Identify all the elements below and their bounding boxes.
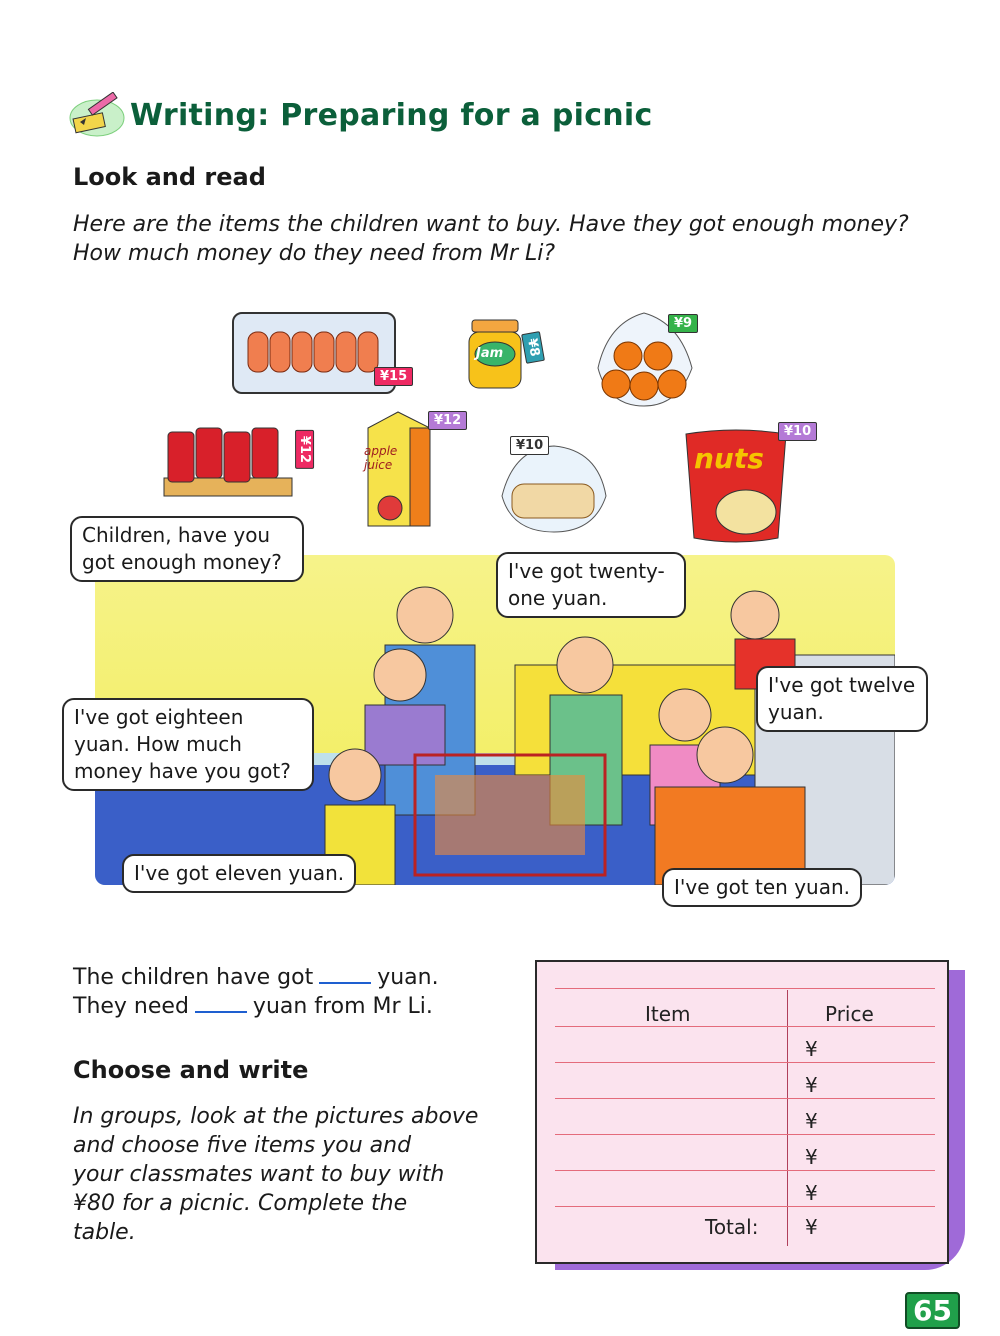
- price-yen-4: ¥: [805, 1145, 818, 1169]
- choose-line: and choose five items you and: [73, 1133, 412, 1158]
- table-rule: [555, 1170, 935, 1171]
- oranges-price-tag: ¥9: [668, 314, 698, 333]
- table-rule: [555, 1206, 935, 1207]
- choose-line: table.: [73, 1220, 136, 1245]
- speech-bubble-boy-green: I've got twenty-one yuan.: [496, 552, 686, 618]
- shopping-table: [535, 960, 949, 1264]
- speech-bubble-girl-pink: I've got twelve yuan.: [756, 666, 928, 732]
- price-yen-3: ¥: [805, 1109, 818, 1133]
- price-yen-1: ¥: [805, 1037, 818, 1061]
- sausages-price-tag: ¥15: [374, 367, 413, 386]
- fill-in-line-1: [73, 962, 439, 992]
- speech-bubble-girl-glasses: I've got eighteen yuan. How much money have you got?: [62, 698, 314, 791]
- bread-price-tag: ¥10: [510, 436, 549, 455]
- jam-label: Jam: [476, 346, 504, 361]
- table-rule: [555, 1062, 935, 1063]
- page-number: 65: [905, 1292, 960, 1329]
- look-and-read-heading: Look and read: [73, 163, 266, 191]
- choose-line: In groups, look at the pictures above: [73, 1104, 479, 1129]
- speech-bubble-mr-li: Children, have you got enough money?: [70, 516, 304, 582]
- fill-in-line-1-start: The children have got: [73, 965, 314, 990]
- table-divider: [787, 990, 788, 1246]
- table-rule: [555, 1026, 935, 1027]
- nuts-label: nuts: [694, 442, 764, 475]
- apple-juice-label: apple juice: [364, 444, 398, 472]
- table-header-price: Price: [825, 1002, 874, 1026]
- table-rule: [555, 1134, 935, 1135]
- nuts-price-tag: ¥10: [778, 422, 817, 441]
- fill-in-line-2-start: They need: [73, 994, 189, 1019]
- fill-in-line-2-end: yuan from Mr Li.: [252, 994, 433, 1019]
- price-yen-2: ¥: [805, 1073, 818, 1097]
- choose-and-write-heading: Choose and write: [73, 1056, 309, 1084]
- table-rule: [555, 988, 935, 989]
- cola-price-tag: ¥12: [295, 430, 314, 469]
- money-needed-blank[interactable]: [195, 991, 247, 1013]
- sausages-item: [232, 312, 396, 394]
- price-yen-5: ¥: [805, 1181, 818, 1205]
- page-title: Writing: Preparing for a picnic: [130, 98, 653, 133]
- table-rule: [555, 1098, 935, 1099]
- cola-item: [162, 420, 294, 498]
- fill-in-line-1-end: yuan.: [377, 965, 439, 990]
- instruction-line-2: How much money do they need from Mr Li?: [73, 241, 556, 266]
- choose-line: your classmates want to buy with: [73, 1162, 445, 1187]
- money-total-blank[interactable]: [319, 962, 371, 984]
- choose-line: ¥80 for a picnic. Complete the: [73, 1191, 408, 1216]
- pencil-book-icon: [68, 92, 126, 140]
- jam-price-tag: ¥8: [521, 331, 545, 364]
- speech-bubble-girl-orange: I've got ten yuan.: [662, 868, 862, 907]
- total-yen: ¥: [805, 1215, 818, 1239]
- speech-bubble-boy-yellow: I've got eleven yuan.: [122, 854, 356, 893]
- total-label: Total:: [705, 1215, 759, 1239]
- table-header-item: Item: [645, 1002, 691, 1026]
- choose-and-write-instruction: [73, 1102, 513, 1247]
- look-and-read-instruction: [73, 210, 953, 268]
- apple-juice-price-tag: ¥12: [428, 411, 467, 430]
- instruction-line-1: Here are the items the children want to buy. Have they got enough money?: [73, 212, 909, 237]
- fill-in-line-2: [73, 991, 433, 1021]
